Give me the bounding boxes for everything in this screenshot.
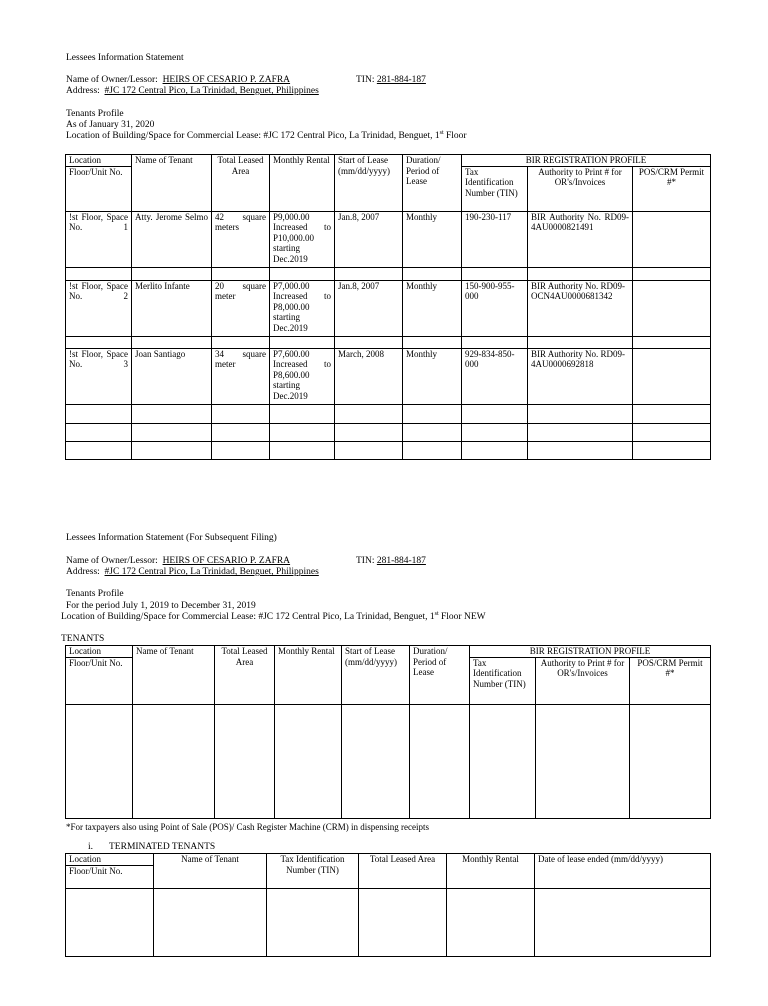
owner-line-2: Name of Owner/Lessor: HEIRS OF CESARIO P. ZAFRA [66, 556, 291, 566]
header-rental-2: Monthly Rental [275, 646, 342, 705]
terminated-header-date-ended: Date of lease ended (mm/dd/yyyy) [535, 854, 711, 889]
header-area-2: Total Leased Area [215, 646, 275, 705]
owner-name: HEIRS OF CESARIO P. ZAFRA [162, 75, 291, 85]
footnote: *For taxpayers also using Point of Sale (POS)/ Cash Register Machine (CRM) in dispensing receipts [66, 822, 429, 832]
tenants-table [65, 154, 711, 460]
header-location-2: Location Floor/Unit No. [66, 646, 133, 705]
tin-value: 281-884-187 [376, 75, 426, 85]
table-row [66, 267, 711, 280]
table-row [66, 404, 711, 423]
owner-line [66, 75, 290, 86]
tin-label: TIN: [356, 75, 375, 85]
terminated-header-location: Location Floor/Unit No. [66, 854, 154, 889]
owner-name-2: HEIRS OF CESARIO P. ZAFRA [162, 556, 291, 566]
terminated-header-rental: Monthly Rental [447, 854, 535, 889]
table-row [66, 441, 711, 459]
tin-line [356, 75, 426, 86]
header-rental: Monthly Rental [270, 155, 335, 212]
tin-line-2: TIN: 281-884-187 [356, 556, 426, 566]
table-row [66, 336, 711, 348]
header-bir-profile: BIR REGISTRATION PROFILE [462, 155, 711, 167]
location-of-building: Location of Building/Space for Commercial Lease: #JC 172 Central Pico, La Trinidad, Benguet, 1st Floor [66, 129, 467, 141]
table-row: !st Floor, Space No. 1 Atty. Jerome Selmo 42 square meters P9,000.00 Increased to P10,000.00 starting Dec.2019 Jan.8, 2007 Monthly 190-230-117 BIR Authority No. RD09-4AU0000821491 [66, 211, 711, 267]
subsequent-statement-title: Lessees Information Statement (For Subsequent Filing) [66, 533, 277, 543]
address-value-2: #JC 172 Central Pico, La Trinidad, Benguet, Philippines [104, 567, 319, 577]
terminated-number: i. [88, 842, 94, 852]
table-row [66, 423, 711, 441]
address-line-2: Address: #JC 172 Central Pico, La Trinidad, Benguet, Philippines [66, 567, 319, 577]
tin-value-2: 281-884-187 [376, 556, 426, 566]
header-duration: Duration/ Period of Lease [403, 155, 462, 212]
terminated-tenants-label: TERMINATED TENANTS [109, 842, 216, 852]
tenants-profile-title: Tenants Profile [66, 109, 124, 119]
period-line: For the period July 1, 2019 to December 31, 2019 [66, 601, 256, 611]
as-of-date: As of January 31, 2020 [66, 120, 155, 130]
header-start: Start of Lease (mm/dd/yyyy) [335, 155, 403, 212]
header-pos: POS/CRM Permit #* [633, 166, 711, 211]
table-row: !st Floor, Space No. 3 Joan Santiago 34 square meter P7,600.00 Increased to P8,600.00 starting Dec.2019 March, 2008 Monthly 929-834-850-000 BIR Authority No. RD09-4AU0000692818 [66, 348, 711, 404]
header-authority: Authority to Print # for OR's/Invoices [528, 166, 633, 211]
address-value: #JC 172 Central Pico, La Trinidad, Benguet, Philippines [104, 86, 319, 96]
header-name-2: Name of Tenant [133, 646, 215, 705]
tenants-label: TENANTS [61, 634, 105, 644]
owner-label: Name of Owner/Lessor: [66, 75, 158, 85]
header-area: Total Leased Area [212, 155, 270, 212]
header-tin-2: Tax Identification Number (TIN) [470, 657, 536, 704]
terminated-header-name: Name of Tenant [154, 854, 267, 889]
table-row [66, 704, 711, 818]
new-tenants-table [65, 645, 711, 819]
header-authority-2: Authority to Print # for OR's/Invoices [536, 657, 630, 704]
tenants-profile-title-2: Tenants Profile [66, 589, 124, 599]
header-tin: Tax Identification Number (TIN) [462, 166, 528, 211]
terminated-tenants-table [65, 853, 711, 957]
header-pos-2: POS/CRM Permit #* [630, 657, 711, 704]
header-duration-2: Duration/ Period of Lease [410, 646, 470, 705]
header-bir-profile-2: BIR REGISTRATION PROFILE [470, 646, 711, 658]
statement-title: Lessees Information Statement [66, 53, 184, 63]
header-start-2: Start of Lease (mm/dd/yyyy) [342, 646, 410, 705]
table-row [66, 889, 711, 957]
header-location: Location Floor/Unit No. [66, 155, 132, 212]
terminated-header-area: Total Leased Area [359, 854, 447, 889]
address-line [66, 86, 319, 97]
terminated-header-tin: Tax Identification Number (TIN) [267, 854, 359, 889]
header-name: Name of Tenant [132, 155, 212, 212]
address-label: Address: [66, 86, 100, 96]
location-of-building-2: Location of Building/Space for Commercial Lease: #JC 172 Central Pico, La Trinidad, Benguet, 1st Floor NEW [61, 610, 486, 622]
table-row: !st Floor, Space No. 2 Merlito Infante 20 square meter P7,000.00 Increased to P8,000.00 starting Dec.2019 Jan.8, 2007 Monthly 150-900-955-000 BIR Authority No. RD09-OCN4AU0000681342 [66, 280, 711, 336]
